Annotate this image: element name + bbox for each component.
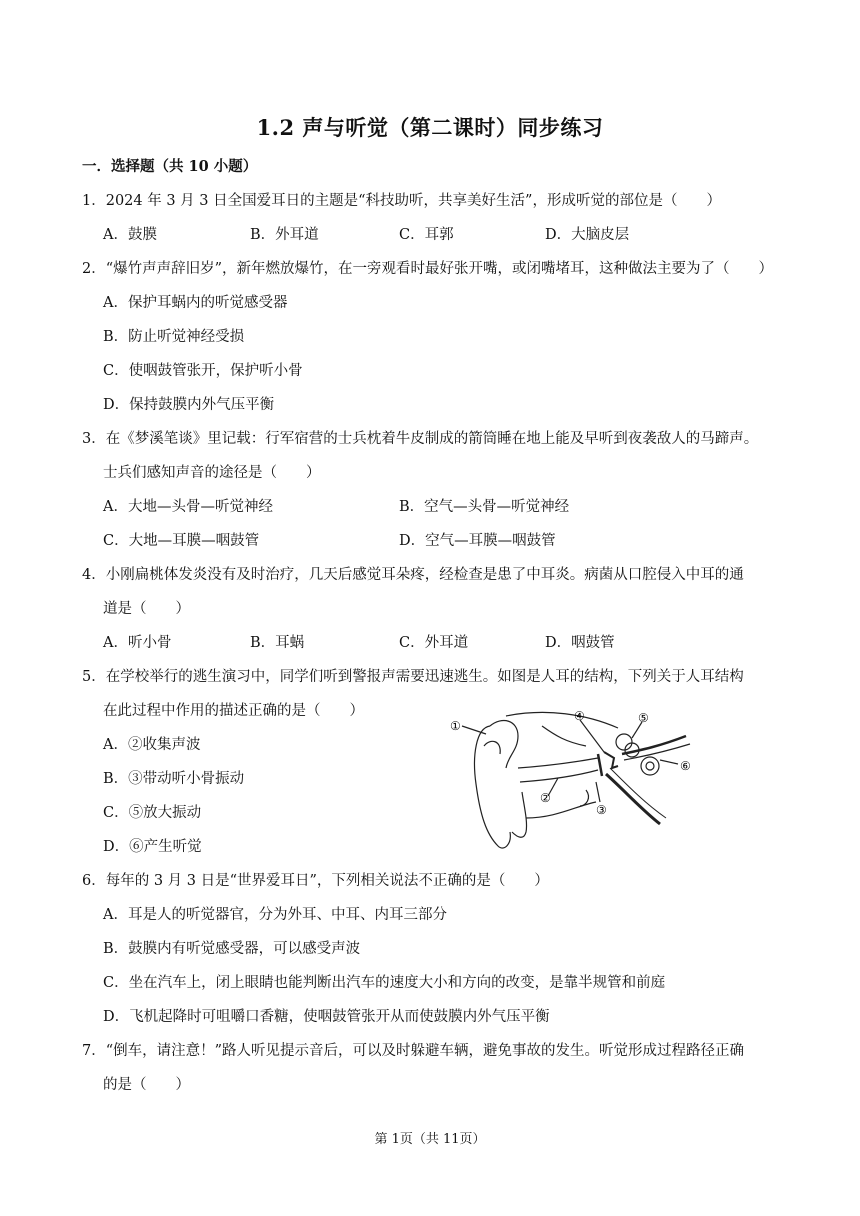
question-7-stem-cont: 的是（ ） bbox=[103, 1077, 190, 1093]
question-1-stem: 1．2024 年 3 月 3 日全国爱耳日的主题是“科技助听，共享美好生活”，形成听觉的部位是（ ） bbox=[82, 193, 721, 209]
q2-option-d: D．保持鼓膜内外气压平衡 bbox=[103, 397, 275, 413]
question-3-stem: 3．在《梦溪笔谈》里记载：行军宿营的士兵枕着牛皮制成的箭筒睡在地上能及早听到夜袭敌人的马蹄声。 bbox=[82, 431, 759, 447]
q5-option-c: C．⑤放大振动 bbox=[103, 805, 202, 821]
q2-option-a: A．保护耳蜗内的听觉感受器 bbox=[103, 295, 288, 311]
q4-option-a: A．听小骨 bbox=[103, 635, 172, 651]
q1-option-a: A．鼓膜 bbox=[103, 227, 157, 243]
figure-label-1: ① bbox=[450, 719, 461, 733]
q5-option-a: A．②收集声波 bbox=[103, 737, 201, 753]
q1-option-b: B．外耳道 bbox=[250, 227, 319, 243]
q2-option-b: B．防止听觉神经受损 bbox=[103, 329, 245, 345]
q3-option-d: D．空气—耳膜—咽鼓管 bbox=[399, 533, 556, 549]
ear-structure-figure bbox=[446, 706, 698, 858]
q2-option-c: C．使咽鼓管张开，保护听小骨 bbox=[103, 363, 303, 379]
page-footer: 第 1页（共 11页） bbox=[374, 1132, 486, 1147]
q6-option-d: D．飞机起降时可咀嚼口香糖，使咽鼓管张开从而使鼓膜内外气压平衡 bbox=[103, 1009, 550, 1025]
figure-label-6: ⑥ bbox=[680, 759, 691, 773]
q5-option-d: D．⑥产生听觉 bbox=[103, 839, 202, 855]
figure-label-3: ③ bbox=[596, 803, 607, 817]
page-title: 1.2 声与听觉（第二课时）同步练习 bbox=[256, 115, 604, 140]
q1-option-d: D．大脑皮层 bbox=[545, 227, 630, 243]
question-5-stem-cont: 在此过程中作用的描述正确的是（ ） bbox=[103, 703, 364, 719]
figure-label-5: ⑤ bbox=[638, 711, 649, 725]
question-6-stem: 6．每年的 3 月 3 日是“世界爱耳日”，下列相关说法不正确的是（ ） bbox=[82, 873, 549, 889]
q3-option-a: A．大地—头骨—听觉神经 bbox=[103, 499, 273, 515]
question-5-stem: 5．在学校举行的逃生演习中，同学们听到警报声需要迅速逃生。如图是人耳的结构，下列关于人耳结构 bbox=[82, 669, 744, 685]
q4-option-c: C．外耳道 bbox=[399, 635, 469, 651]
q6-option-a: A．耳是人的听觉器官，分为外耳、中耳、内耳三部分 bbox=[103, 907, 447, 923]
q3-option-b: B．空气—头骨—听觉神经 bbox=[399, 499, 570, 515]
q3-option-c: C．大地—耳膜—咽鼓管 bbox=[103, 533, 260, 549]
question-4-stem: 4．小刚扁桃体发炎没有及时治疗，几天后感觉耳朵疼，经检查是患了中耳炎。病菌从口腔侵入中耳的通 bbox=[82, 567, 744, 583]
q6-option-b: B．鼓膜内有听觉感受器，可以感受声波 bbox=[103, 941, 361, 957]
section-heading: 一．选择题（共 10 小题） bbox=[82, 158, 258, 175]
q1-option-c: C．耳郭 bbox=[399, 227, 454, 243]
question-3-stem-cont: 士兵们感知声音的途径是（ ） bbox=[103, 465, 321, 481]
figure-label-2: ② bbox=[540, 791, 551, 805]
figure-label-4: ④ bbox=[574, 709, 585, 723]
q6-option-c: C．坐在汽车上，闭上眼睛也能判断出汽车的速度大小和方向的改变，是靠半规管和前庭 bbox=[103, 975, 666, 991]
question-7-stem: 7．“倒车，请注意！”路人听见提示音后，可以及时躲避车辆，避免事故的发生。听觉形成过程路径正确 bbox=[82, 1043, 745, 1059]
question-4-stem-cont: 道是（ ） bbox=[103, 601, 190, 617]
question-2-stem: 2．“爆竹声声辞旧岁”，新年燃放爆竹，在一旁观看时最好张开嘴，或闭嘴堵耳，这种做法主要为了（ ） bbox=[82, 261, 774, 277]
q4-option-b: B．耳蜗 bbox=[250, 635, 305, 651]
q4-option-d: D．咽鼓管 bbox=[545, 635, 615, 651]
q5-option-b: B．③带动听小骨振动 bbox=[103, 771, 245, 787]
